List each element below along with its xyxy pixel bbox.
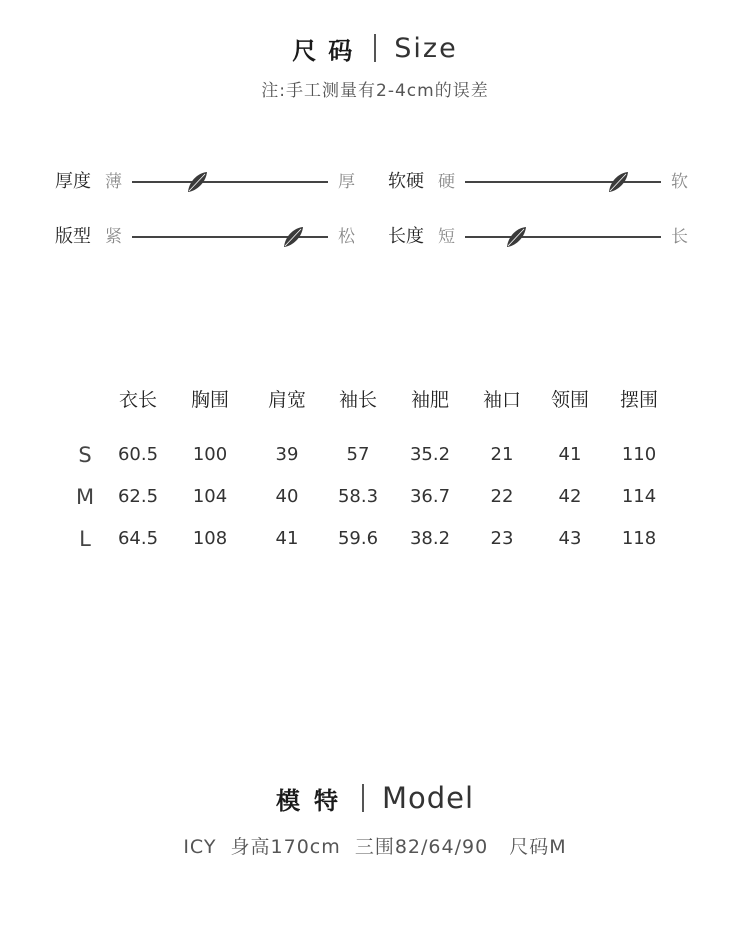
table-cell: 41 [275,528,299,549]
table-cell: 22 [490,486,514,507]
table-cell: 21 [490,444,514,465]
slider-high-label: 软 [671,172,688,192]
slider-label: 长度 [388,226,424,247]
column-header: 衣长 [118,389,157,411]
size-row-label: S [78,443,92,467]
table-cell: 58.3 [337,486,379,507]
size-row-label: L [79,527,91,551]
table-cell: 59.6 [337,528,379,549]
slider-label: 软硬 [388,171,424,192]
slider-label: 版型 [55,226,91,247]
slider-high-label: 长 [671,227,688,247]
column-header: 袖长 [338,389,377,411]
table-cell: 39 [275,444,299,465]
slider-label: 厚度 [55,171,91,192]
table-cell: 62.5 [117,486,159,507]
slider-low-label: 硬 [438,172,455,192]
table-cell: 35.2 [409,444,451,465]
slider-high-label: 厚 [338,172,355,192]
model-title [0,778,750,818]
table-cell: 114 [621,486,657,507]
size-row-label: M [75,485,95,509]
slider-high-label: 松 [338,227,355,247]
column-header: 摆围 [619,389,658,411]
column-header: 袖口 [482,389,521,411]
column-header: 胸围 [190,389,229,411]
table-cell: 108 [192,528,228,549]
table-cell: 41 [558,444,582,465]
table-cell: 40 [275,486,299,507]
table-cell: 43 [558,528,582,549]
table-cell: 118 [621,528,657,549]
table-cell: 36.7 [409,486,451,507]
table-cell: 23 [490,528,514,549]
size-title-en: Size [394,32,458,64]
model-info: ICY 身高170cm 三围82/64/90 尺码M [183,836,567,858]
table-cell: 42 [558,486,582,507]
slider-low-label: 短 [438,227,455,247]
table-cell: 57 [346,444,370,465]
size-title-cn: 尺码 [292,35,365,65]
column-header: 袖肥 [410,389,449,411]
model-title-en: Model [381,781,475,815]
column-header: 肩宽 [267,389,306,411]
model-title-divider [362,784,364,812]
table-cell: 104 [192,486,228,507]
column-header: 领围 [550,389,589,411]
measurement-note: 注:手工测量有2-4cm的误差 [261,81,489,101]
slider-low-label: 薄 [105,172,122,192]
table-cell: 60.5 [117,444,159,465]
table-cell: 100 [192,444,228,465]
table-cell: 38.2 [409,528,451,549]
table-cell: 64.5 [117,528,159,549]
table-cell: 110 [621,444,657,465]
slider-low-label: 紧 [105,227,122,247]
model-title-cn: 模特 [275,785,352,815]
